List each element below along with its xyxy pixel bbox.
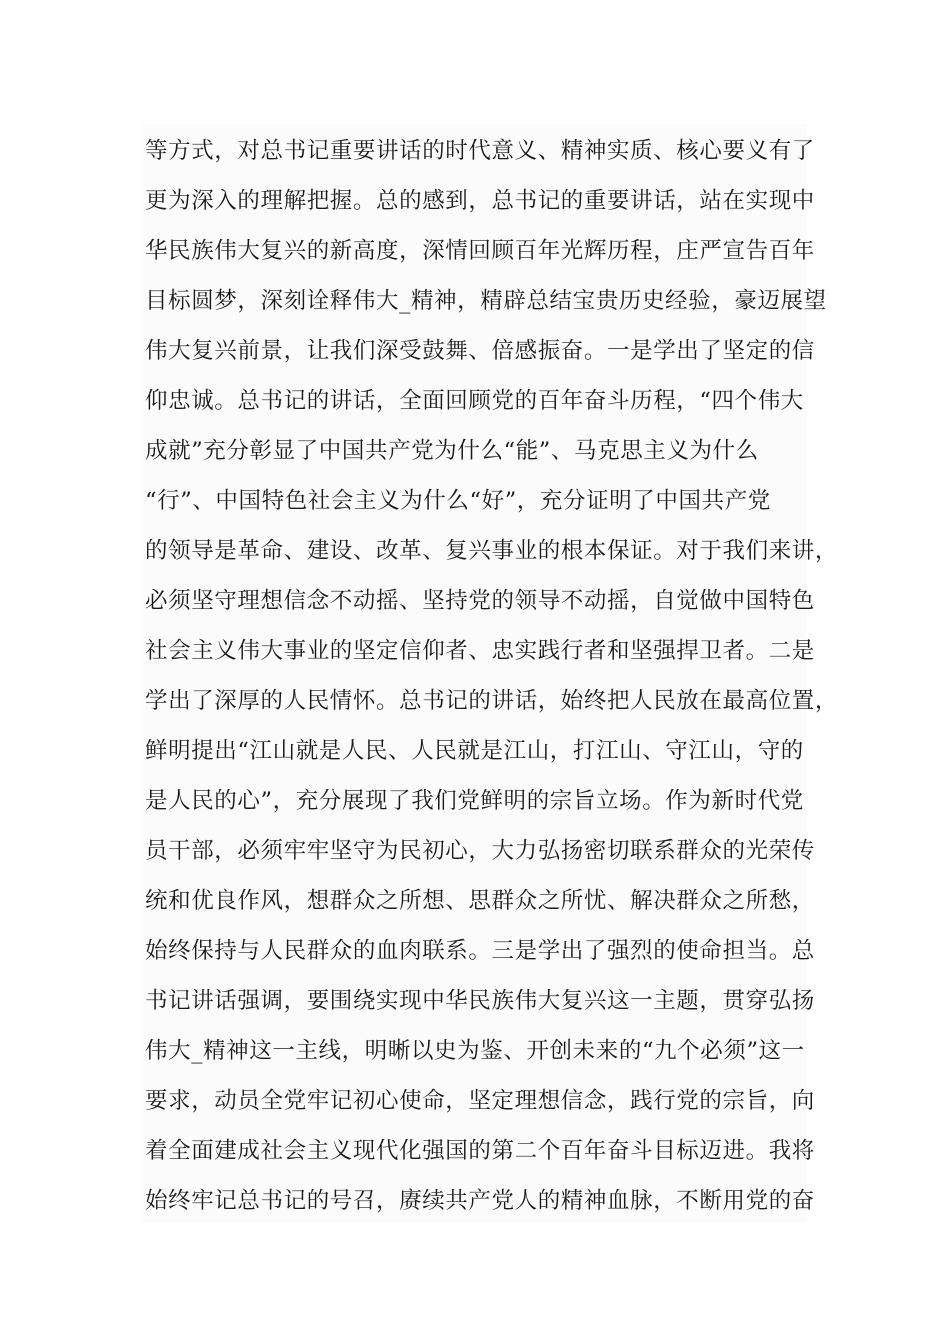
text-line: 社会主义伟大事业的坚定信仰者、忠实践行者和坚强捍卫者。二是 xyxy=(145,638,815,664)
text-line: 成就”充分彰显了中国共产党为什么“能”、马克思主义为什么 xyxy=(145,438,759,464)
text-line: 要求，动员全党牢记初心使命，坚定理想信念，践行党的宗旨，向 xyxy=(145,1088,815,1114)
text-line: 始终保持与人民群众的血肉联系。三是学出了强烈的使命担当。总 xyxy=(145,938,815,964)
text-line: 书记讲话强调，要围绕实现中华民族伟大复兴这一主题，贯穿弘扬 xyxy=(145,988,815,1014)
text-line: 员干部，必须牢牢坚守为民初心，大力弘扬密切联系群众的光荣传 xyxy=(145,838,815,864)
text-line: 目标圆梦，深刻诠释伟大_精神，精辟总结宝贵历史经验，豪迈展望 xyxy=(145,288,827,314)
text-line: 鲜明提出“江山就是人民、人民就是江山，打江山、守江山，守的 xyxy=(145,738,804,764)
text-line: 学出了深厚的人民情怀。总书记的讲话，始终把人民放在最高位置， xyxy=(145,688,839,714)
text-line: 必须坚守理想信念不动摇、坚持党的领导不动摇，自觉做中国特色 xyxy=(145,588,815,614)
text-line: 伟大_精神这一主线，明晰以史为鉴、开创未来的“九个必须”这一 xyxy=(145,1038,805,1064)
text-line: 伟大复兴前景，让我们深受鼓舞、倍感振奋。一是学出了坚定的信 xyxy=(145,338,815,364)
text-line: 始终牢记总书记的号召，赓续共产党人的精神血脉，不断用党的奋 xyxy=(145,1188,815,1214)
text-line: 华民族伟大复兴的新高度，深情回顾百年光辉历程，庄严宣告百年 xyxy=(145,238,815,264)
text-line: 统和优良作风，想群众之所想、思群众之所忧、解决群众之所愁， xyxy=(145,888,815,914)
text-line: 更为深入的理解把握。总的感到，总书记的重要讲话，站在实现中 xyxy=(145,188,815,214)
body-text xyxy=(143,124,839,1222)
text-line: 仰忠诚。总书记的讲话，全面回顾党的百年奋斗历程，“四个伟大 xyxy=(145,388,804,414)
text-line: 的领导是革命、建设、改革、复兴事业的根本保证。对于我们来讲， xyxy=(145,538,839,564)
text-line: 是人民的心”，充分展现了我们党鲜明的宗旨立场。作为新时代党 xyxy=(145,788,804,814)
text-line: 着全面建成社会主义现代化强国的第二个百年奋斗目标迈进。我将 xyxy=(145,1138,815,1164)
text-line: 等方式，对总书记重要讲话的时代意义、精神实质、核心要义有了 xyxy=(145,138,815,164)
text-line: “行”、中国特色社会主义为什么“好”，充分证明了中国共产党 xyxy=(145,488,771,514)
